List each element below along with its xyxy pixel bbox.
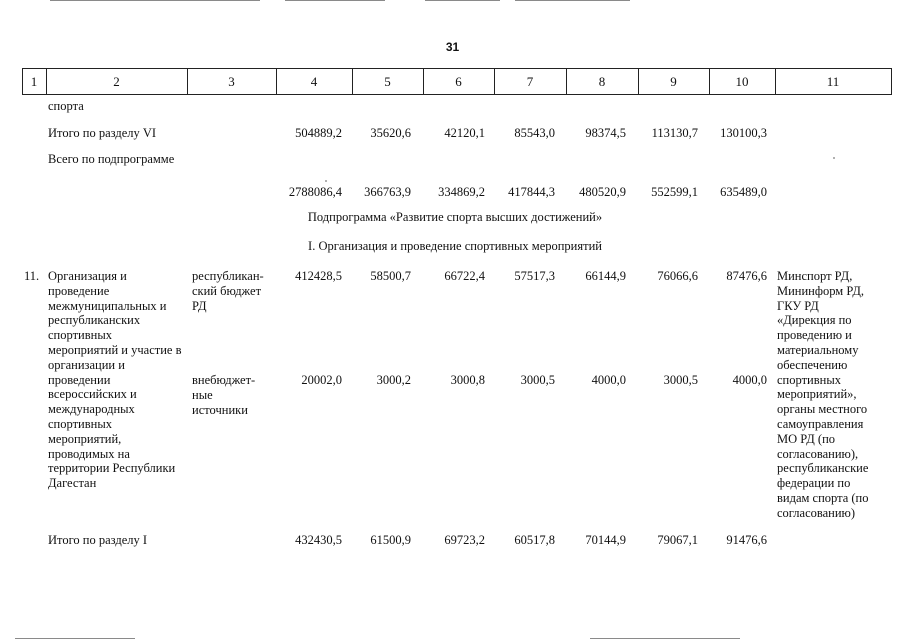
item-name-line: проведении <box>48 372 111 387</box>
subprogram-title: Подпрограмма «Развитие спорта высших достижений» <box>307 210 603 224</box>
column-header-3: 3 <box>228 74 235 89</box>
value-cell: 504889,2 <box>295 126 342 140</box>
item-name-line: Организация и <box>48 269 127 283</box>
column-header-8: 8 <box>598 74 606 89</box>
value-cell: 69723,2 <box>444 533 485 547</box>
item-name-line: межмуниципальных и <box>48 298 167 313</box>
value-cell: 57517,3 <box>514 269 555 283</box>
executor-line: ГКУ РД <box>777 298 819 313</box>
value-cell: 79067,1 <box>657 533 698 547</box>
executor-line: проведению и <box>777 328 852 343</box>
value-cell: 91476,6 <box>726 533 767 547</box>
scan-edge-line <box>50 0 260 1</box>
column-header-11: 11 <box>826 74 840 89</box>
executor-line: согласованию), <box>777 446 859 461</box>
value-cell: 3000,5 <box>520 373 555 387</box>
value-cell: 3000,5 <box>663 373 698 387</box>
column-header-4: 4 <box>310 74 318 89</box>
scan-speck <box>325 180 327 182</box>
value-cell: 35620,6 <box>370 126 411 140</box>
item-name-line: проведение <box>48 283 110 298</box>
value-cell: 417844,3 <box>508 185 555 199</box>
value-cell: 412428,5 <box>295 269 342 283</box>
executor-line: самоуправления <box>777 416 864 431</box>
value-cell: 432430,5 <box>295 533 342 547</box>
value-cell: 552599,1 <box>651 185 698 199</box>
value-cell: 20002,0 <box>301 373 342 387</box>
row-label-total-subprogram: Всего по подпрограмме <box>48 152 175 166</box>
executor-line: материальному <box>777 342 859 357</box>
executor-line: Мининформ РД, <box>777 283 864 298</box>
item-name-line: Дагестан <box>48 476 97 491</box>
column-header-10: 10 <box>735 74 749 89</box>
column-header-2: 2 <box>113 74 120 89</box>
item-name-line: республиканских <box>48 313 141 328</box>
column-header-6: 6 <box>455 74 462 89</box>
scan-speck <box>833 157 835 159</box>
executor-line: Минспорт РД, <box>777 269 853 283</box>
item-name-line: организации и <box>48 357 125 372</box>
executor-line: органы местного <box>777 402 868 417</box>
item-name-line: спортивных <box>48 416 112 431</box>
header-cell-border <box>891 68 892 94</box>
scan-edge-line <box>285 0 385 1</box>
item-name-line: спортивных <box>48 328 112 343</box>
executor-line: спортивных <box>777 372 841 387</box>
column-header-1: 1 <box>30 74 38 89</box>
scan-edge-line <box>15 638 135 639</box>
value-cell: 76066,6 <box>657 269 698 283</box>
item-name <box>48 269 188 491</box>
executor-line: МО РД (по <box>777 431 836 446</box>
value-cell: 480520,9 <box>579 185 626 199</box>
executor-line: видам спорта (по <box>777 490 869 505</box>
value-cell: 87476,6 <box>726 269 767 283</box>
value-cell: 334869,2 <box>438 185 485 199</box>
scan-edge-line <box>515 0 630 1</box>
header-bottom-border <box>22 94 892 95</box>
value-cell: 113130,7 <box>651 126 698 140</box>
header-top-border <box>22 68 892 69</box>
section-title: I. Организация и проведение спортивных мероприятий <box>308 239 602 253</box>
scan-edge-line <box>425 0 500 1</box>
item-name-line: проводимых на <box>48 446 130 461</box>
row-text: спорта <box>48 99 84 113</box>
executor-line: федерации по <box>777 476 851 491</box>
value-cell: 61500,9 <box>370 533 411 547</box>
value-cell: 2788086,4 <box>288 185 342 199</box>
item-number: 11. <box>24 269 40 283</box>
scan-edge-line <box>590 638 740 639</box>
item-name-line: международных <box>48 402 135 417</box>
executor-line: согласованию) <box>777 505 856 520</box>
value-cell: 85543,0 <box>514 126 555 140</box>
executor-line: республиканские <box>777 461 869 476</box>
column-header-5: 5 <box>384 74 391 89</box>
value-cell: 66144,9 <box>585 269 626 283</box>
executor-list <box>777 269 895 521</box>
funding-source-line: республикан- <box>192 269 264 283</box>
page-number: 31 <box>445 40 460 54</box>
funding-source-line: внебюджет- <box>192 373 256 387</box>
item-name-line: мероприятий и участие в <box>48 342 182 357</box>
value-cell: 66722,4 <box>444 269 485 283</box>
item-name-line: мероприятий, <box>48 431 122 446</box>
row-label-total-i: Итого по разделу I <box>48 533 148 547</box>
executor-line: обеспечению <box>777 357 848 372</box>
executor-line: мероприятий», <box>777 387 857 402</box>
value-cell: 4000,0 <box>732 373 767 387</box>
funding-source-line: РД <box>192 298 207 313</box>
funding-source-budget <box>192 269 276 313</box>
value-cell: 58500,7 <box>370 269 411 283</box>
value-cell: 70144,9 <box>585 533 626 547</box>
value-cell: 366763,9 <box>364 185 411 199</box>
funding-source-line: ский бюджет <box>192 283 262 298</box>
value-cell: 60517,8 <box>514 533 555 547</box>
column-header-7: 7 <box>526 74 534 89</box>
funding-source-extrabudgetary <box>192 373 276 417</box>
value-cell: 4000,0 <box>591 373 626 387</box>
value-cell: 3000,8 <box>450 373 485 387</box>
item-name-line: всероссийских и <box>48 387 137 402</box>
item-name-line: территории Республики <box>48 461 176 476</box>
value-cell: 98374,5 <box>585 126 626 140</box>
executor-line: «Дирекция по <box>777 313 852 328</box>
funding-source-line: ные <box>192 387 213 402</box>
value-cell: 635489,0 <box>720 185 767 199</box>
value-cell: 42120,1 <box>444 126 485 140</box>
column-header-9: 9 <box>670 74 677 89</box>
row-label-total-vi: Итого по разделу VI <box>48 126 157 140</box>
value-cell: 3000,2 <box>376 373 411 387</box>
value-cell: 130100,3 <box>720 126 767 140</box>
funding-source-line: источники <box>192 402 248 417</box>
